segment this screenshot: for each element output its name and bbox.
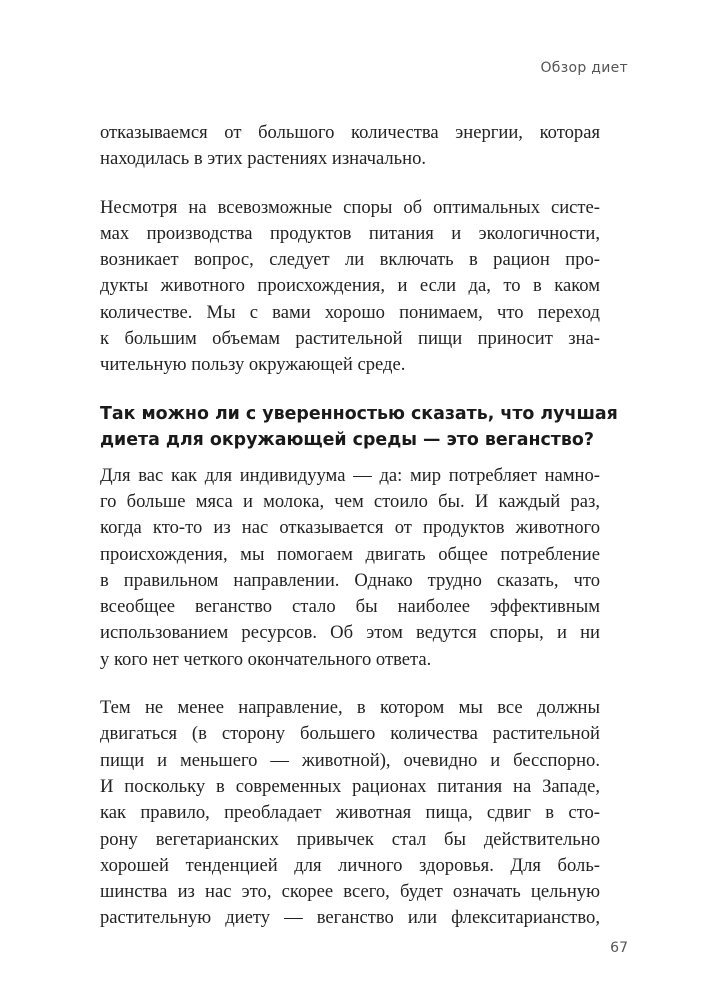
text-line: находилась в этих растениях изначально. [100,148,427,170]
text-line: отказываемся от большого количества энергии, которая [100,122,600,143]
text-line: хорошей тенденцией для личного здоровья. Для боль- [100,854,600,876]
text-line: количестве. Мы с вами хорошо понимаем, что переход [100,301,600,323]
page-body [100,120,618,932]
text-line: го больше мяса и молока, чем стоило бы. И каждый раз, [100,490,600,512]
text-line: происхождения, мы помогаем двигать общее потребление [100,543,600,565]
paragraph-3 [100,463,600,673]
text-line: к большим объемам растительной пищи приносит зна- [100,328,600,350]
text-line: растительную диету — веганство или флекситарианство, [100,907,600,929]
paragraph-4 [100,695,600,932]
heading-line: диета для окружающей среды — это веганство? [100,429,594,450]
paragraph-1 [100,120,600,173]
text-line: рону вегетарианских привычек стал бы действительно [100,828,600,850]
text-line: Тем не менее направление, в котором мы все должны [100,697,600,719]
text-line: Несмотря на всевозможные споры об оптимальных систе- [100,196,600,218]
text-line: пищи и меньшего — животной), очевидно и бесспорно. [100,749,600,771]
text-line: Для вас как для индивидуума — да: мир потребляет намно- [100,464,600,486]
text-line: мах производства продуктов питания и экологичности, [100,222,600,244]
text-line: двигаться (в сторону большего количества растительной [100,723,600,745]
text-line: дукты животного происхождения, и если да, то в каком [100,275,600,297]
section-heading [100,401,618,453]
text-line: в правильном направлении. Однако трудно сказать, что [100,569,600,591]
paragraph-2 [100,195,600,379]
text-line: как правило, преобладает животная пища, сдвиг в сто- [100,802,600,824]
text-line: шинства из нас это, скорее всего, будет означать цельную [100,881,600,903]
text-line: И поскольку в современных рационах питания на Западе, [100,775,600,797]
page-number: 67 [610,940,628,956]
text-line: всеобщее веганство стало бы наиболее эффективным [100,596,600,618]
text-line: когда кто-то из нас отказывается от продуктов животного [100,517,600,539]
running-head: Обзор диет [540,60,628,76]
heading-line: Так можно ли с уверенностью сказать, что лучшая [100,403,618,424]
text-line: возникает вопрос, следует ли включать в рацион про- [100,249,600,271]
text-line: чительную пользу окружающей среде. [100,354,406,376]
text-line: у кого нет четкого окончательного ответа. [100,648,432,670]
text-line: использованием ресурсов. Об этом ведутся споры, и ни [100,622,600,644]
